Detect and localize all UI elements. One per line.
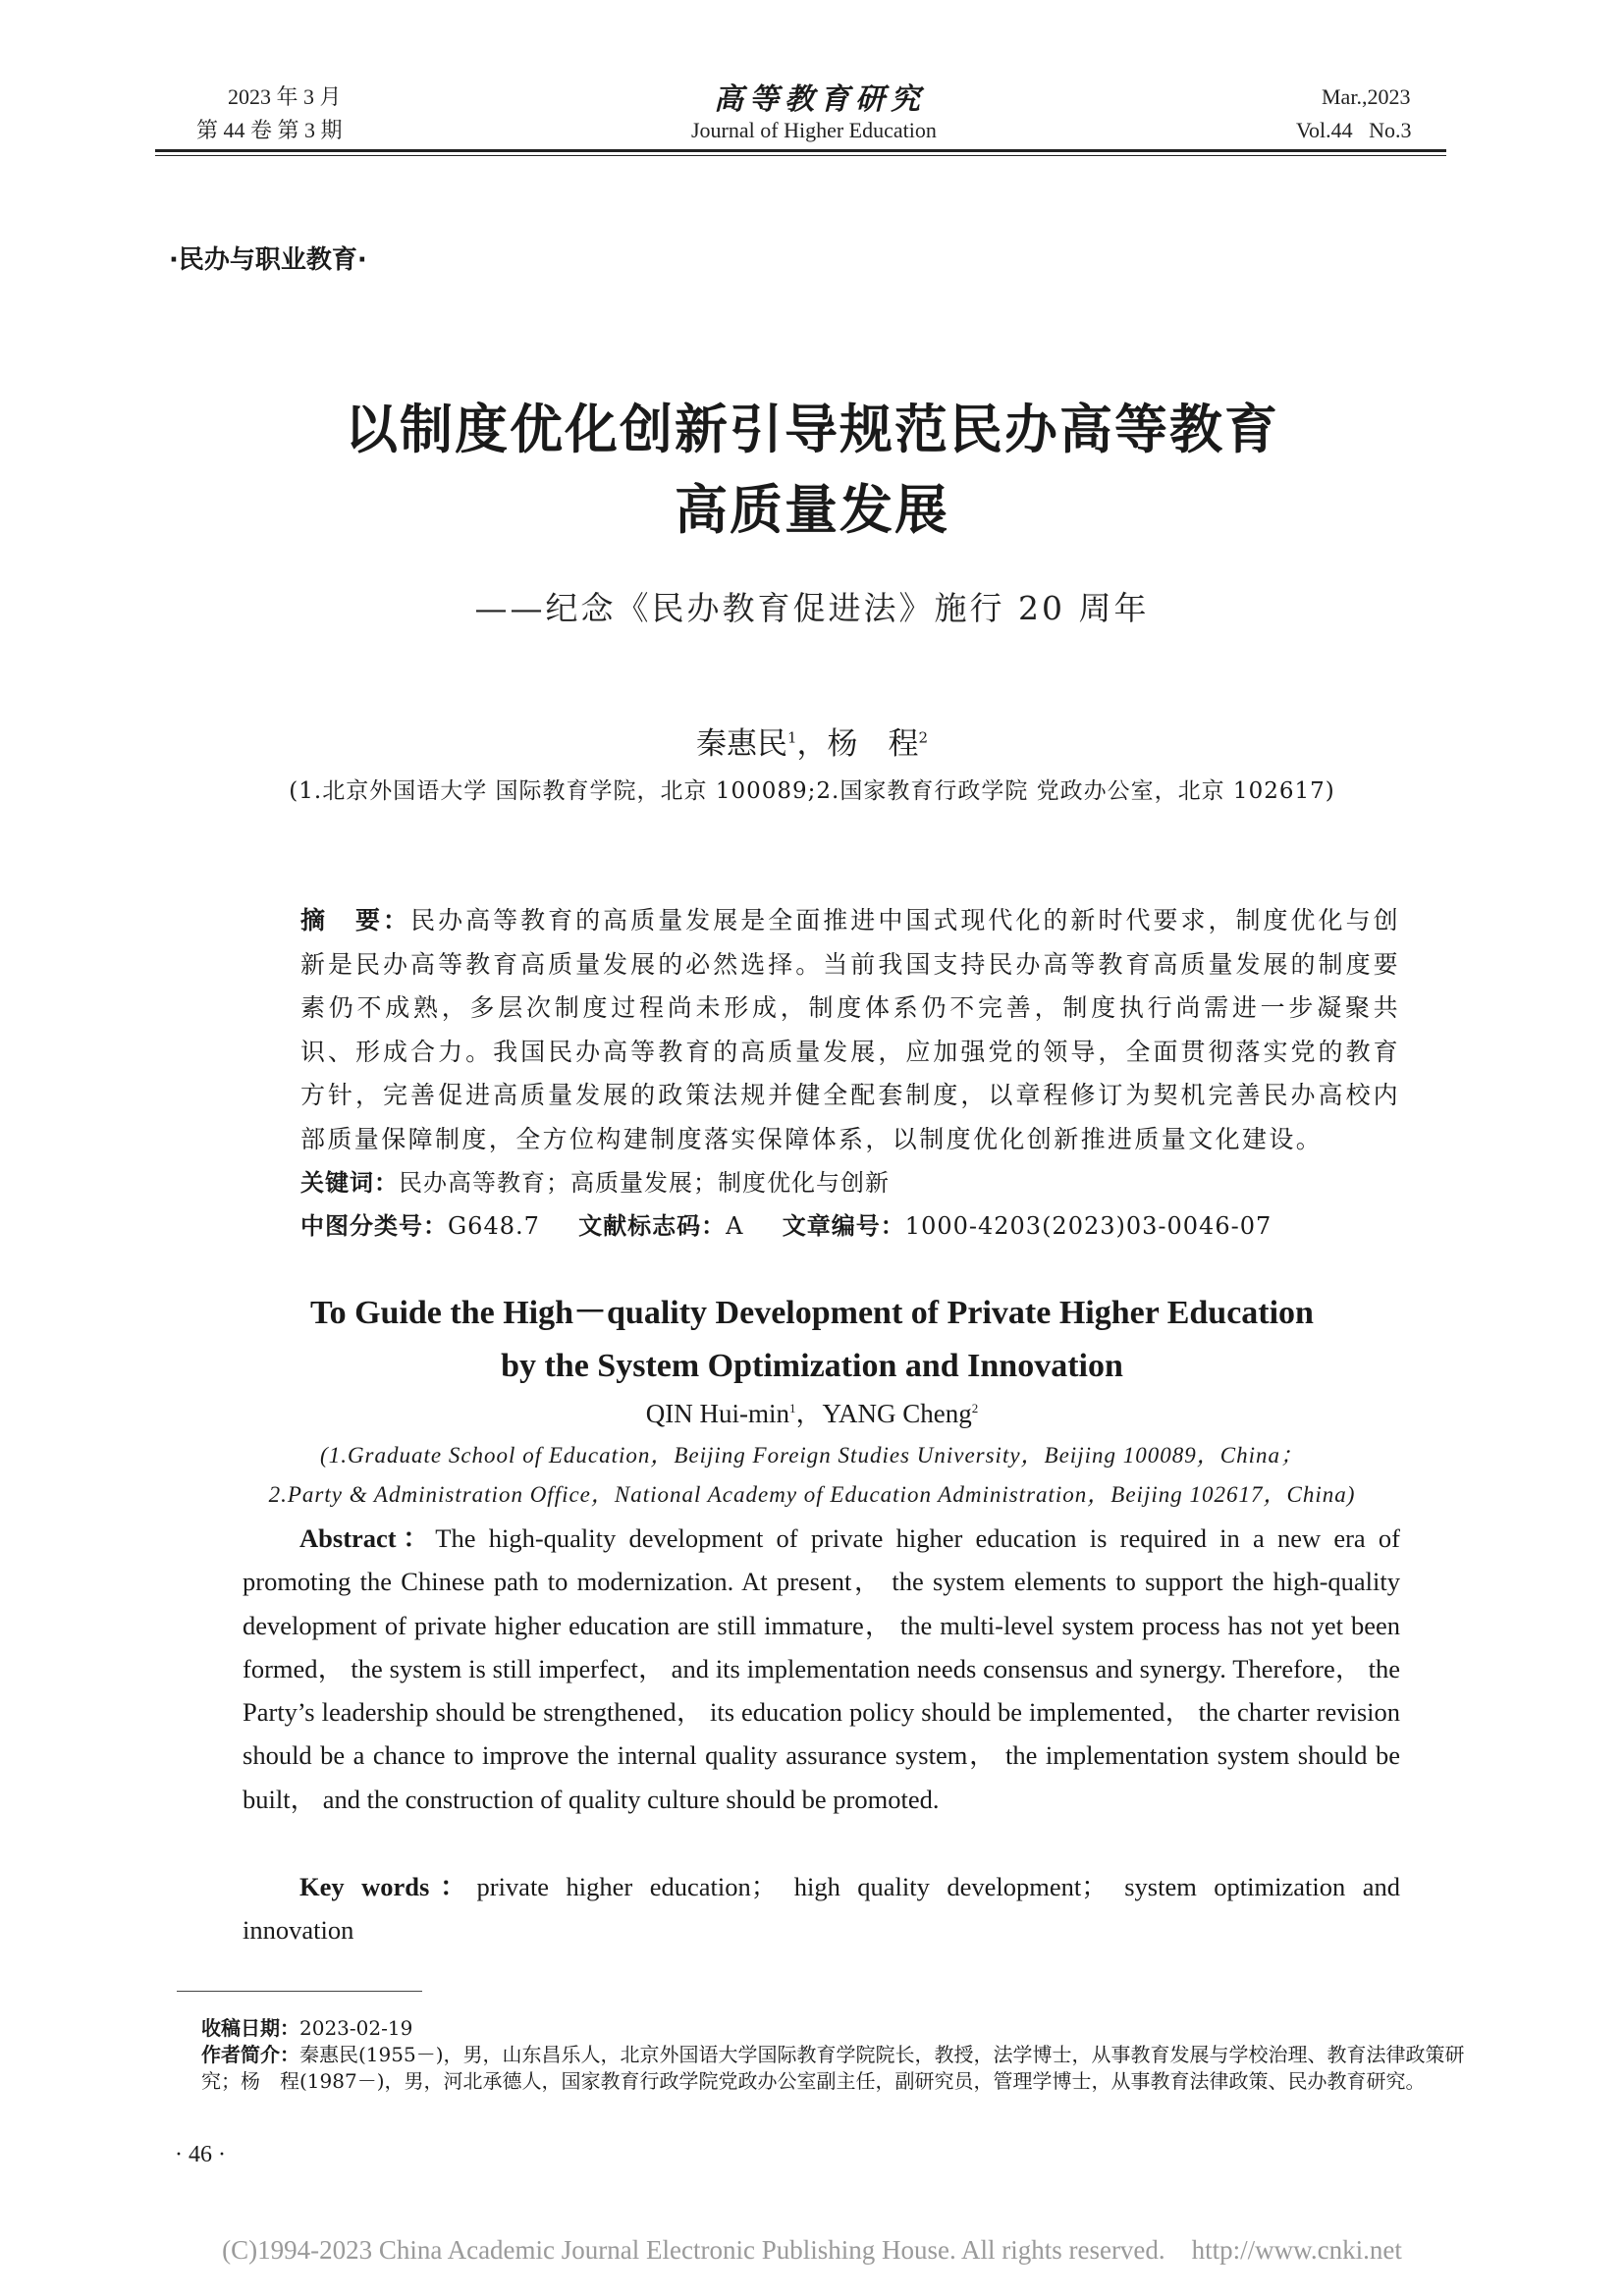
author-1-en: QIN Hui-min	[645, 1399, 789, 1428]
header-rule-thick	[155, 149, 1446, 152]
article-title-line2: 高质量发展	[675, 479, 949, 541]
article-title-line1: 以制度优化创新引导规范民办高等教育	[345, 399, 1279, 460]
header-journal-en: Journal of Higher Education	[691, 118, 937, 142]
doc-code-value: A	[726, 1212, 744, 1240]
header-volume-cn: 第 44 卷 第 3 期	[196, 118, 343, 142]
abstract-cn	[300, 899, 1400, 1161]
abstract-en-text: The high-quality development of private higher education is required in a new era of promoting the Chinese path to modernization. At present， the system elements to support the high-quality development of private higher education are still immature， the multi-level system process has not yet been formed， the system is still imperfect， and its implementation needs consensus and synergy. Therefore， the Party’s leadership should be strengthened， its education policy should be implemented， the charter revision should be a chance to improve the internal quality assurance system， the implementation system should be built， and the construction of quality culture should be promoted.	[243, 1523, 1400, 1814]
abstract-cn-label: 摘 要：	[300, 906, 411, 934]
footnote-rule	[177, 1991, 422, 1992]
affiliation-en-line2: 2.Party & Administration Office，National Academy of Education Administration，Beijing 102617，China)	[268, 1482, 1356, 1507]
keywords-cn	[300, 1171, 1400, 1195]
header-rule-thin	[155, 155, 1446, 156]
article-number-label: 文章编号：	[782, 1212, 905, 1240]
keywords-cn-label: 关键词：	[300, 1169, 399, 1197]
received-date: 2023-02-19	[299, 2016, 413, 2040]
clc-label: 中图分类号：	[300, 1212, 448, 1240]
column-label: ·民办与职业教育·	[169, 245, 367, 275]
abstract-cn-text: 民办高等教育的高质量发展是全面推进中国式现代化的新时代要求，制度优化与创新是民办高等教育高质量发展的必然选择。当前我国支持民办高等教育高质量发展的制度要素仍不成熟，多层次制度过程尚未形成，制度体系仍不完善，制度执行尚需进一步凝聚共识、形成合力。我国民办高等教育的高质量发展，应加强党的领导，全面贯彻落实党的教育方针，完善促进高质量发展的政策法规并健全配套制度，以章程修订为契机完善民办高校内部质量保障制度，全方位构建制度落实保障体系，以制度优化创新推进质量文化建设。	[300, 906, 1400, 1153]
page-number: · 46 ·	[175, 2142, 226, 2167]
header-date-en: Mar.,2023	[1322, 84, 1411, 109]
clc-value: G648.7	[448, 1212, 540, 1240]
english-title-line1: To Guide the High－quality Development of Private Higher Education	[310, 1295, 1314, 1331]
article-number-value: 1000-4203(2023)03-0046-07	[904, 1212, 1272, 1240]
keywords-en	[243, 1865, 1400, 1952]
author-2-en: YANG Cheng	[822, 1399, 972, 1428]
abstract-en-label: Abstract：	[299, 1523, 436, 1553]
author-2: 杨 程	[827, 726, 919, 762]
keywords-en-label: Key words：	[299, 1872, 477, 1901]
header-date-cn: 2023 年 3 月	[228, 84, 342, 109]
author-2-mark: 2	[918, 728, 929, 747]
copyright-notice: (C)1994-2023 China Academic Journal Electronic Publishing House. All rights reserved. http://www.cnki.net	[222, 2235, 1402, 2265]
abstract-en	[243, 1517, 1400, 1821]
doc-code-label: 文献标志码：	[578, 1212, 727, 1240]
header-volume-en: Vol.44 No.3	[1296, 118, 1412, 142]
english-title-line2: by the System Optimization and Innovation	[501, 1348, 1123, 1384]
affiliation-en-line1: (1.Graduate School of Education，Beijing Foreign Studies University，Beijing 100089，China；	[320, 1443, 1304, 1468]
author-en-separator: ，	[795, 1399, 823, 1428]
keywords-cn-text: 民办高等教育；高质量发展；制度优化与创新	[399, 1169, 890, 1197]
keywords-en-text: private higher education； high quality development； system optimization and innovation	[243, 1872, 1400, 1946]
footnote-received	[201, 2015, 1478, 2042]
journal-logo: 高等教育研究	[714, 82, 926, 117]
received-label: 收稿日期：	[201, 2016, 299, 2040]
author-1: 秦惠民	[695, 726, 787, 762]
affiliation-cn: (1.北京外国语大学 国际教育学院，北京 100089;2.国家教育行政学院 党政办公室，北京 102617)	[289, 778, 1335, 804]
authors-cn	[0, 726, 1624, 762]
author-2-en-mark: 2	[971, 1401, 979, 1415]
article-subtitle: ——纪念《民办教育促进法》施行 20 周年	[474, 589, 1150, 627]
author-separator: ，	[796, 726, 828, 762]
author-1-en-mark: 1	[788, 1401, 796, 1415]
author-1-mark: 1	[786, 728, 797, 747]
authors-en	[0, 1401, 1624, 1427]
classification-line	[300, 1214, 1400, 1238]
footnote-bio	[201, 2042, 1478, 2095]
bio-label: 作者简介：	[201, 2043, 299, 2066]
bio-text: 秦惠民(1955－)，男，山东昌乐人，北京外国语大学国际教育学院院长，教授，法学博士，从事教育发展与学校治理、教育法律政策研究；杨 程(1987－)，男，河北承德人，国家教育行政学院党政办公室副主任，副研究员，管理学博士，从事教育法律政策、民办教育研究。	[201, 2043, 1465, 2093]
